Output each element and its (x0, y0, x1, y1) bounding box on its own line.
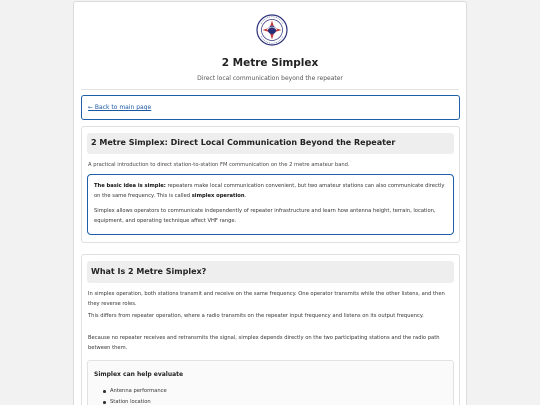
back-nav-box (81, 95, 460, 120)
page-title: 2 Metre Simplex (221, 57, 319, 69)
back-to-main-link[interactable]: ← Back to main page (88, 104, 152, 111)
what-is-simplex-card (81, 254, 460, 405)
page-subtitle: Direct local communication beyond the repeater (197, 75, 343, 82)
club-emblem-icon (256, 14, 288, 46)
list-item: Station location (110, 397, 167, 405)
what-heading: What Is 2 Metre Simplex? (91, 267, 207, 276)
callout-paragraph-2: Simplex allows operators to communicate independently of repeater infrastructure and learn how antenna height, terrain, location, equipment, and operating technique affect VHF range. (94, 208, 436, 224)
what-paragraph-1: In simplex operation, both stations transmit and receive on the same frequency. One operator transmits while the other listens, and then they reverse roles. (88, 291, 445, 307)
intro-card-header (87, 133, 454, 154)
callout-text-a: repeaters make local communication convenient, but two amateur stations can also communicate directly on the same frequency. This is called (94, 183, 445, 199)
callout-text-b: . (244, 193, 247, 199)
header-divider (81, 89, 459, 90)
evaluate-heading: Simplex can help evaluate (94, 371, 184, 378)
evaluate-list (110, 386, 167, 405)
evaluate-box (87, 360, 454, 405)
key-idea-callout (87, 174, 454, 235)
intro-card (81, 126, 460, 243)
what-paragraph-3: Because no repeater receives and retransmits the signal, simplex depends directly on the two participating stations and the radio path between them. (88, 335, 440, 351)
intro-heading: 2 Metre Simplex: Direct Local Communication Beyond the Repeater (91, 138, 396, 147)
callout-paragraph-1 (94, 181, 447, 201)
list-item: Antenna performance (110, 386, 167, 397)
what-card-header (87, 261, 454, 283)
callout-strong: The basic idea is simple: (94, 183, 166, 189)
callout-term: simplex operation (191, 193, 245, 199)
what-paragraph-2: This differs from repeater operation, where a radio transmits on the repeater input frequency and listens on its output frequency. (88, 313, 424, 319)
intro-lead: A practical introduction to direct station-to-station FM communication on the 2 metre amateur band. (88, 162, 350, 168)
page-container (73, 1, 467, 405)
